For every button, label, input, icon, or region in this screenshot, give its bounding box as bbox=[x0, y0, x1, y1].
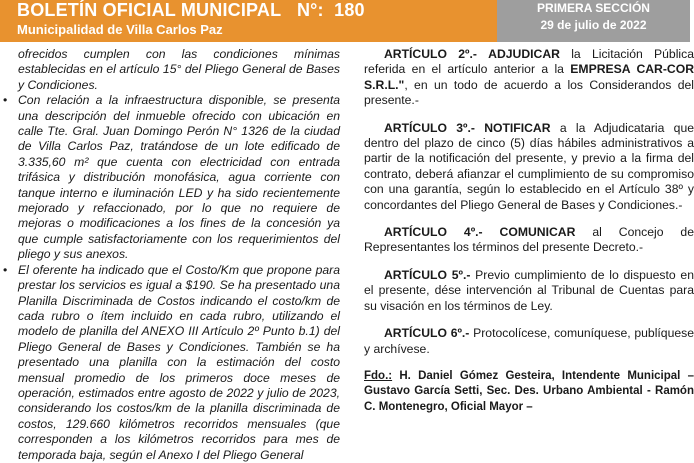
section-label: PRIMERA SECCIÓN bbox=[537, 1, 650, 15]
municipality-name: Municipalidad de Villa Carlos Paz bbox=[17, 22, 223, 37]
issue-number-label: N°: bbox=[296, 0, 324, 20]
article-label: ARTÍCULO 3º.- bbox=[384, 120, 475, 135]
bullet-item: • Con relación a la infraestructura disponible, se presenta una descripción del inmueble ofrecido con ubicación en calle Tte. Gral. Juan Domingo Perón N° 1326 de la ciudad de Villa Carlos Paz, tratándose de un lote edificado de 3.335,60 m² que cuenta con electricidad con entrada trifásica y distribución monofásica, agua corriente con tanque interno e iluminación LED y ha sido recientemente mejorado y refaccionado, por lo que no requiere de mejoras o modificaciones a los fines de la concesión ya que cumple satisfactoriamente con los requerimientos del pliego y sus anexos. bbox=[3, 93, 340, 262]
section-box bbox=[497, 0, 690, 42]
article-verb: ADJUDICAR bbox=[488, 47, 560, 61]
bulletin-masthead bbox=[0, 0, 497, 42]
signature-label: Fdo.: bbox=[364, 369, 393, 382]
article-label: ARTÍCULO 2º.- bbox=[384, 47, 477, 61]
lead-paragraph: ofrecidos cumplen con las condiciones mínimas establecidas en el artículo 15° del Pliego General de Bases y Condiciones. bbox=[18, 47, 340, 92]
article-verb: COMUNICAR bbox=[499, 225, 576, 240]
company-name: EMPRESA CAR-COR S.R.L." bbox=[364, 62, 694, 92]
article-2: ARTÍCULO 2º.- ADJUDICAR la Licitación Pública referida en el artículo anterior a la EMPRESA CAR-COR S.R.L.", en un todo de acuerdo a los Considerandos del presente.- bbox=[364, 47, 694, 108]
article-5: ARTÍCULO 5º.- Previo cumplimiento de lo dispuesto en el presente, dése intervención al Tribunal de Cuentas para su visación en los términos de Ley. bbox=[364, 267, 694, 313]
bullet-icon: • bbox=[3, 93, 8, 108]
bullet-icon: • bbox=[3, 262, 8, 277]
article-3: ARTÍCULO 3º.- NOTIFICAR a la Adjudicataria que dentro del plazo de cinco (5) días hábiles administrativos a partir de la notificación del presente, y previo a la firma del contrato, deberá afianzar el cumplimiento de su compromiso con una garantía, según lo establecido en el Artículo 38º y concordantes del Pliego General de Bases y Condiciones.- bbox=[364, 120, 694, 212]
signature-block bbox=[364, 369, 694, 415]
article-label: ARTÍCULO 5º.- bbox=[384, 267, 471, 282]
bulletin-title: BOLETÍN OFICIAL MUNICIPAL N°: 180 bbox=[17, 0, 365, 20]
issue-date: 29 de julio de 2022 bbox=[540, 18, 647, 32]
article-label: ARTÍCULO 4º.- bbox=[384, 225, 483, 240]
bullet-item: • El oferente ha indicado que el Costo/Km que propone para prestar los servicios es igual a $190. Se ha presentado una Planilla Discriminada de Costos indicando el costo/km de cada rubro o ítem incluido en cada rubro, utilizando el modelo de planilla del ANEXO III Artículo 2º Punto b.1) del Pliego General de Bases y Condiciones. También se ha presentado una planilla con la estimación del costo mensual promedio de los primeros doce meses de operación, estimados entre agosto de 2022 y julio de 2023, considerando los costos/km de la planilla discriminada de costos, 129.660 kilómetros recorridos mensuales (que corresponden a los kilómetros recorridos para mes de temporada baja, según el Anexo I del Pliego General bbox=[3, 262, 340, 462]
bulletin-header bbox=[0, 0, 690, 42]
issue-number: 180 bbox=[334, 0, 365, 20]
article-verb: NOTIFICAR bbox=[484, 120, 551, 135]
left-column bbox=[0, 47, 340, 462]
right-column bbox=[364, 47, 694, 429]
article-4: ARTÍCULO 4º.- COMUNICAR al Concejo de Representantes los términos del presente Decreto.- bbox=[364, 225, 694, 255]
article-label: ARTÍCULO 6º.- bbox=[384, 326, 470, 341]
article-6: ARTÍCULO 6º.- Protocolícese, comuníquese, publíquese y archívese. bbox=[364, 326, 694, 356]
signature-text: H. Daniel Gómez Gesteira, Intendente Municipal – Gustavo García Setti, Sec. Des. Urbano Ambiental - Ramón C. Montenegro, Oficial Mayor – bbox=[364, 369, 694, 413]
